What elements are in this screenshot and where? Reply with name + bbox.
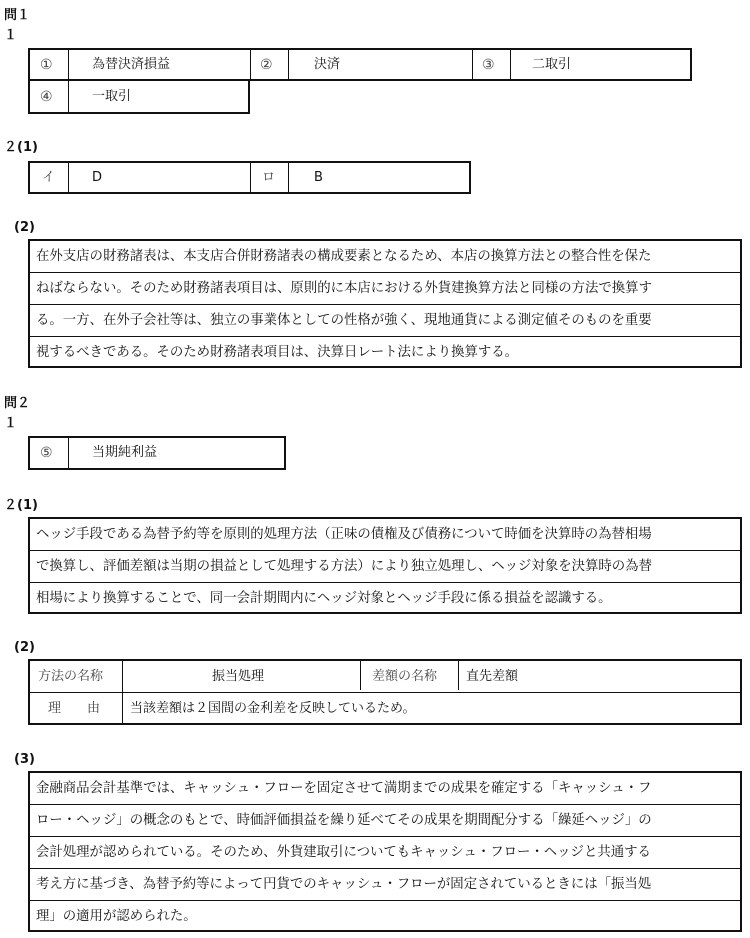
answer-num-1: ① <box>40 57 53 73</box>
q1-heading: 問１ <box>4 8 31 23</box>
answer-text-2: 決済 <box>314 57 341 72</box>
q2-paragraph-1 <box>28 517 742 614</box>
q1-sub2-1-label: ２(1) <box>4 140 38 155</box>
q2-answer-table <box>28 436 286 470</box>
choice-label-2: ロ <box>262 170 276 185</box>
q2-method-table <box>28 659 742 725</box>
q1-answer-row-1 <box>28 48 692 81</box>
choice-text-2: B <box>314 170 323 185</box>
choice-text-1: D <box>92 170 103 185</box>
reason-value: 当該差額は２国間の金利差を反映しているため。 <box>130 701 416 716</box>
method-name-label: 方法の名称 <box>38 669 104 684</box>
q2-paragraph-2-line: 理」の適用が認められた。 <box>30 900 740 932</box>
reason-label: 理 由 <box>48 701 101 716</box>
q1-paragraph <box>28 239 742 368</box>
q2-paragraph-2 <box>28 771 742 932</box>
q1-paragraph-line: 視するべきである。そのため財務諸表項目は、決算日レート法により換算する。 <box>30 336 740 368</box>
answer-num-5: ⑤ <box>40 445 53 461</box>
q2-paragraph-2-line: 会計処理が認められている。そのため、外貨建取引についてもキャッシュ・フロー・ヘッジと共通する <box>30 836 740 868</box>
q2-sub2-3-label: (3) <box>14 752 35 767</box>
q1-answer-row-2 <box>28 79 250 114</box>
q2-paragraph-1-line: で換算し、評価差額は当期の損益として処理する方法）により独立処理し、ヘッジ対象を決算時の為替 <box>30 550 740 582</box>
q2-paragraph-2-line: ロー・ヘッジ」の概念のもとで、時価評価損益を繰り延べてその成果を期間配分する「繰延ヘッジ」の <box>30 804 740 836</box>
method-name-value: 振当処理 <box>212 669 265 684</box>
answer-num-2: ② <box>260 57 273 73</box>
q1-sub1-label: １ <box>4 28 18 43</box>
choice-label-1: イ <box>42 170 56 185</box>
q2-heading: 問２ <box>4 396 31 411</box>
q1-paragraph-line: ねばならない。そのため財務諸表項目は、原則的に本店における外貨建換算方法と同様の方法で換算す <box>30 272 740 304</box>
answer-num-4: ④ <box>40 89 53 105</box>
diff-name-label: 差額の名称 <box>372 669 438 684</box>
q2-paragraph-1-line: ヘッジ手段である為替予約等を原則的処理方法（正味の債権及び債務について時価を決算時の為替相場 <box>36 527 652 542</box>
q2-paragraph-2-line: 考え方に基づき、為替予約等によって円貨でのキャッシュ・フローが固定されているときには「振当処 <box>30 868 740 900</box>
answer-num-3: ③ <box>482 57 495 73</box>
q2-paragraph-1-line: 相場により換算することで、同一会計期間内にヘッジ対象とヘッジ手段に係る損益を認識する。 <box>30 582 740 614</box>
answer-text-3: 二取引 <box>532 57 572 72</box>
q1-paragraph-line: 在外支店の財務諸表は、本支店合併財務諸表の構成要素となるため、本店の換算方法との整合性を保た <box>36 249 652 264</box>
q1-sub2-2-label: (2) <box>14 220 35 235</box>
answer-text-5: 当期純利益 <box>92 445 158 460</box>
answer-text-1: 為替決済損益 <box>92 57 171 72</box>
diff-name-value: 直先差額 <box>466 669 519 684</box>
q1-paragraph-line: る。一方、在外子会社等は、独立の事業体としての性格が強く、現地通貨による測定値そのものを重要 <box>30 304 740 336</box>
answer-text-4: 一取引 <box>92 89 132 104</box>
q2-sub1-label: １ <box>4 416 18 431</box>
q2-sub2-2-label: (2) <box>14 640 35 655</box>
q1-choice-table <box>28 161 471 194</box>
q2-paragraph-2-line: 金融商品会計基準では、キャッシュ・フローを固定させて満期までの成果を確定する「キャッシュ・フ <box>36 781 652 796</box>
q2-sub2-1-label: ２(1) <box>4 498 38 513</box>
